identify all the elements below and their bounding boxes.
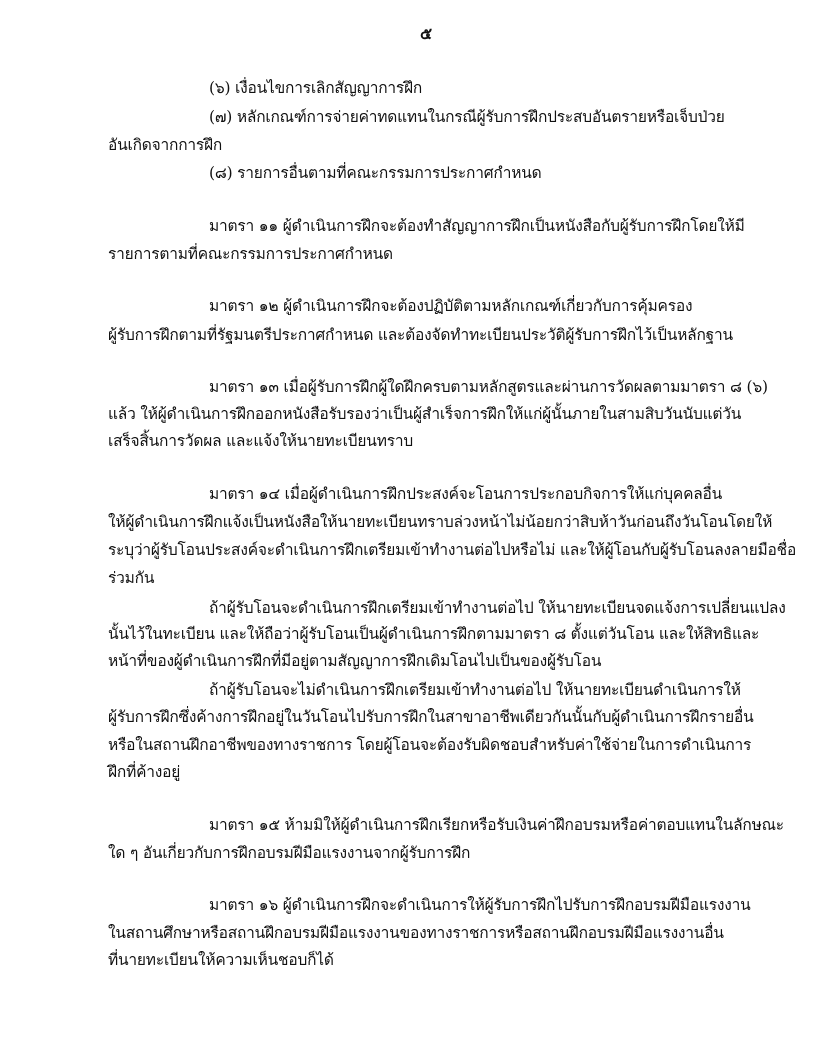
text-line: รายการตามที่คณะกรรมการประกาศกำหนด	[108, 245, 393, 263]
text-line: ใด ๆ อันเกี่ยวกับการฝึกอบรมฝีมือแรงงานจากผู้รับการฝึก	[108, 844, 471, 862]
text-line: นั้นไว้ในทะเบียน และให้ถือว่าผู้รับโอนเป็นผู้ดำเนินการฝึกตามมาตรา ๘ ตั้งแต่วันโอน และให้สิทธิและ	[108, 625, 760, 643]
text-line: หรือในสถานฝึกอาชีพของทางราชการ โดยผู้โอนจะต้องรับผิดชอบสำหรับค่าใช้จ่ายในการดำเนินการ	[108, 736, 752, 754]
text-line: มาตรา ๑๖ ผู้ดำเนินการฝึกจะดำเนินการให้ผู้รับการฝึกไปรับการฝึกอบรมฝีมือแรงงาน	[209, 896, 751, 914]
text-line: ฝึกที่ค้างอยู่	[108, 763, 181, 781]
page-number: ๕	[420, 24, 433, 43]
text-line: อันเกิดจากการฝึก	[108, 136, 223, 154]
text-line: เสร็จสิ้นการวัดผล และแจ้งให้นายทะเบียนทราบ	[108, 432, 413, 450]
text-line: ในสถานศึกษาหรือสถานฝึกอบรมฝีมือแรงงานของทางราชการหรือสถานฝึกอบรมฝีมือแรงงานอื่น	[108, 924, 724, 942]
text-line: หน้าที่ของผู้ดำเนินการฝึกที่มีอยู่ตามสัญญาการฝึกเดิมโอนไปเป็นของผู้รับโอน	[108, 652, 602, 670]
text-line: ถ้าผู้รับโอนจะไม่ดำเนินการฝึกเตรียมเข้าทำงานต่อไป ให้นายทะเบียนดำเนินการให้	[209, 681, 741, 699]
text-line: มาตรา ๑๕ ห้ามมิให้ผู้ดำเนินการฝึกเรียกหรือรับเงินค่าฝึกอบรมหรือค่าตอบแทนในลักษณะ	[209, 816, 784, 834]
text-line: มาตรา ๑๔ เมื่อผู้ดำเนินการฝึกประสงค์จะโอนการประกอบกิจการให้แก่บุคคลอื่น	[209, 485, 723, 503]
text-line: มาตรา ๑๑ ผู้ดำเนินการฝึกจะต้องทำสัญญาการฝึกเป็นหนังสือกับผู้รับการฝึกโดยให้มี	[209, 217, 745, 235]
text-line: (๘) รายการอื่นตามที่คณะกรรมการประกาศกำหนด	[209, 164, 542, 182]
text-line: (๗) หลักเกณฑ์การจ่ายค่าทดแทนในกรณีผู้รับการฝึกประสบอันตรายหรือเจ็บป่วย	[209, 108, 725, 126]
text-line: ระบุว่าผู้รับโอนประสงค์จะดำเนินการฝึกเตรียมเข้าทำงานต่อไปหรือไม่ และให้ผู้โอนกับผู้รับโอนลงลายมือชื่อ	[108, 541, 797, 559]
text-line: (๖) เงื่อนไขการเลิกสัญญาการฝึก	[209, 79, 423, 97]
text-line: ร่วมกัน	[108, 569, 155, 587]
text-line: ให้ผู้ดำเนินการฝึกแจ้งเป็นหนังสือให้นายทะเบียนทราบล่วงหน้าไม่น้อยกว่าสิบห้าวันก่อนถึงวันโอนโดยให้	[108, 513, 773, 531]
text-line: มาตรา ๑๓ เมื่อผู้รับการฝึกผู้ใดฝึกครบตามหลักสูตรและผ่านการวัดผลตามมาตรา ๘ (๖)	[209, 378, 768, 396]
text-line: แล้ว ให้ผู้ดำเนินการฝึกออกหนังสือรับรองว่าเป็นผู้สำเร็จการฝึกให้แก่ผู้นั้นภายในสามสิบวันนับแต่วัน	[108, 405, 742, 423]
text-line: ผู้รับการฝึกซึ่งค้างการฝึกอยู่ในวันโอนไปรับการฝึกในสาขาอาชีพเดียวกันนั้นกับผู้ดำเนินการฝึกรายอื่น	[108, 708, 754, 726]
text-line: ถ้าผู้รับโอนจะดำเนินการฝึกเตรียมเข้าทำงานต่อไป ให้นายทะเบียนจดแจ้งการเปลี่ยนแปลง	[209, 599, 786, 617]
text-line: ที่นายทะเบียนให้ความเห็นชอบก็ได้	[108, 951, 334, 969]
text-line: มาตรา ๑๒ ผู้ดำเนินการฝึกจะต้องปฏิบัติตามหลักเกณฑ์เกี่ยวกับการคุ้มครอง	[209, 297, 693, 315]
text-line: ผู้รับการฝึกตามที่รัฐมนตรีประกาศกำหนด และต้องจัดทำทะเบียนประวัติผู้รับการฝึกไว้เป็นหลักฐาน	[108, 326, 733, 344]
